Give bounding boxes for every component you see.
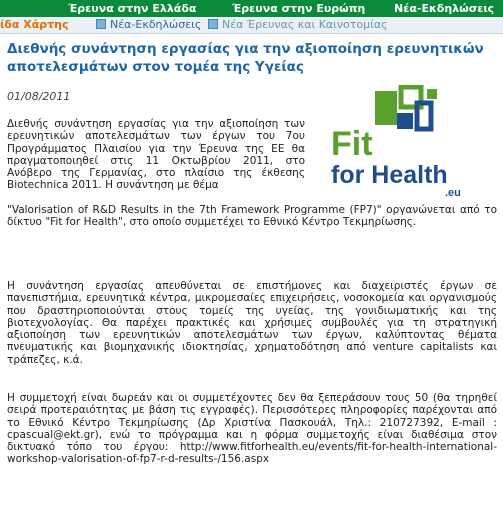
article-title: Διεθνής συνάντηση εργασίας για την αξιοποίηση ερευνητικών αποτελεσμάτων στον τομέα της Υγείας [7,41,484,75]
logo-text-for-health: for Health [331,161,448,189]
nav-research-greece[interactable]: Έρευνα στην Ελλάδα [68,2,197,15]
fit-for-health-logo [317,85,497,203]
breadcrumb-label: Νέα Έρευνας και Καινοτομίας [222,18,388,31]
bullet-icon [96,19,106,29]
logo-mark-icon [375,87,437,129]
nav-research-europe[interactable]: Έρευνα στην Ευρώπη [232,2,366,15]
breadcrumb-label: Νέα-Εκδηλώσεις [110,18,202,31]
sub-navigation [0,17,503,34]
article-paragraph-1: Διεθνής συνάντηση εργασίας για την αξιοποίηση των ερευνητικών αποτελεσμάτων των έργων του 7ου Προγράμματος Πλαισίου για την Έρευνα της ΕΕ θα πραγματοποιηθεί στις 11 Οκτωβρίου 2011, στο Ανόβερο της Γερμανίας, στο πλαίσιο της έκθεσης Biotechnica 2011. Η συνάντηση με θέμα [7,118,305,192]
logo-text-fit: Fit [331,125,373,163]
top-navigation [0,0,503,17]
article-paragraph-2: Η συνάντηση εργασίας απευθύνεται σε επιστήμονες και διαχειριστές έργων σε πανεπιστήμια, ερευνητικά κέντρα, μικρομεσαίες επιχειρήσεις, νοσοκομεία και οργανισμούς που δραστηριοποιούνται στους τομείς της υγείας, της γονιδιωματικής και της βιοτεχνολογίας. Θα παρέχει πρακτικές και χρήσιμες συμβουλές για τη στρατηγική αξιοποίηση των ερευνητικών αποτελεσμάτων των έργων, καλύπτοντας θέματα πνευματικής και βιομηχανικής ιδιοκτησίας, χρηματοδότηση από venture capitalists και τράπεζες, κ.ά. [7,280,497,366]
breadcrumb-news-events[interactable] [96,17,201,33]
article-paragraph-1-continued: "Valorisation of R&D Results in the 7th Framework Programme (FP7)" οργανώνεται από το δίκτυο "Fit for Health", στο οποίο συμμετέχει το Εθνικό Κέντρο Τεκμηρίωσης. [7,204,497,229]
breadcrumb-research-innovation[interactable] [208,17,388,33]
article-paragraph-3: Η συμμετοχή είναι δωρεάν και οι συμμετέχοντες δεν θα ξεπεράσουν τους 50 (θα τηρηθεί σειρά προτεραιότητας με βάση τις εγγραφές). Περισσότερες πληροφορίες παρέχονται από το Εθνικό Κέντρο Τεκμηρίωσης (Δρ Χριστίνα Πασκουάλ, Τηλ.: 210727392, E-mail : cpascual@ekt.gr), ενώ το πρόγραμμα και η φόρμα συμμετοχής είναι διαθέσιμα στον δικτυακό τόπο του έργου: http://www.fitforhealth.eu/events/fit-for-health-international-workshop-valorisation-of-fp7-r-d-results-/156.aspx [7,392,497,466]
nav-news-events[interactable]: Νέα-Εκδηλώσεις [394,2,495,15]
bullet-icon [208,19,218,29]
article-date: 01/08/2011 [7,90,71,103]
logo-text-eu: .eu [445,187,461,199]
site-map-link[interactable]: ίδα Χάρτης [0,18,69,31]
